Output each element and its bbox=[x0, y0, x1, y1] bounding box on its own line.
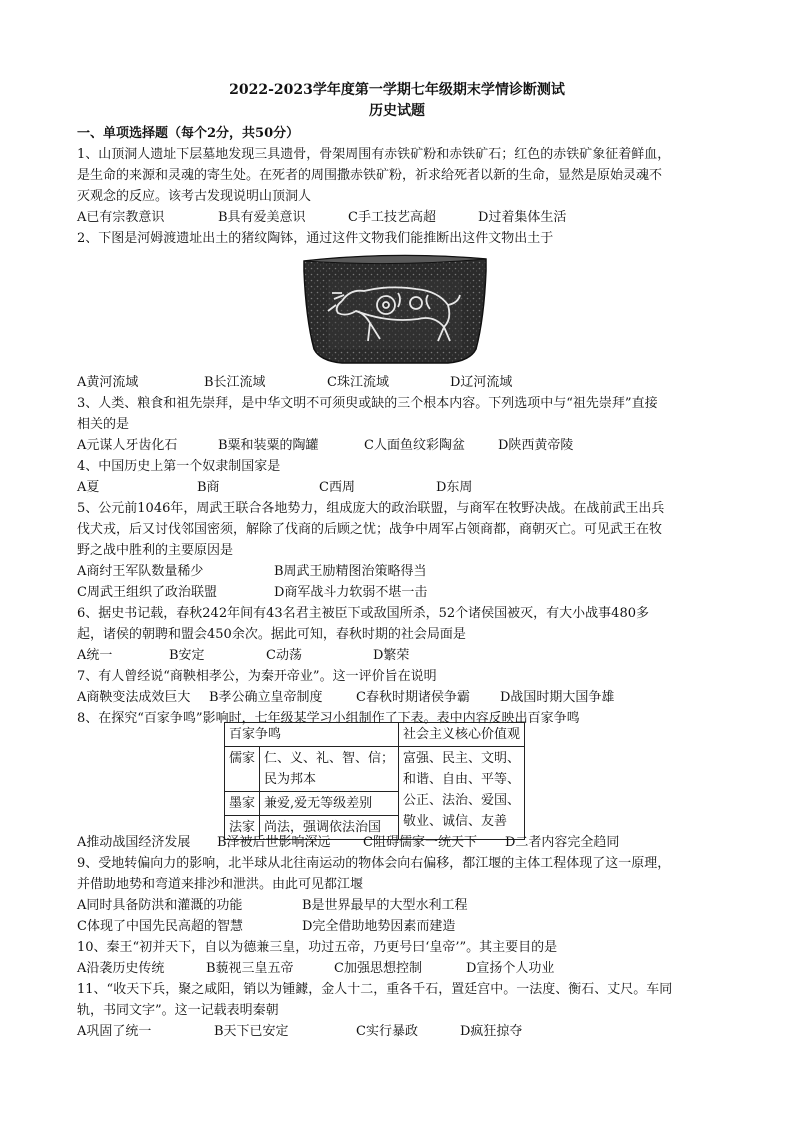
q7-option-b: B孝公确立皇帝制度 bbox=[209, 690, 323, 705]
cell-line: 民为邦本 bbox=[264, 772, 317, 787]
table-cell: 法家 bbox=[225, 816, 260, 840]
question-1-text: 灭观念的反应。该考古发现说明山顶洞人 bbox=[77, 189, 312, 204]
q10-option-d: D宣扬个人功业 bbox=[466, 961, 555, 976]
section-heading: 一、单项选择题（每个2分，共50分） bbox=[77, 126, 300, 141]
q5-option-a: A商纣王军队数量稀少 bbox=[77, 564, 204, 579]
question-11-text: 轨，书同文字”。这一记载表明秦朝 bbox=[77, 1003, 279, 1018]
exam-subtitle: 历史试题 bbox=[369, 103, 425, 119]
question-8-text: 8、在探究“百家争鸣”影响时，七年级某学习小组制作了下表。表中内容反映出百家争鸣 bbox=[77, 711, 580, 726]
exam-title: 2022-2023学年度第一学期七年级期末学情诊断测试 bbox=[229, 82, 565, 98]
question-6-text: 6、据史书记载，春秋242年间有43名君主被臣下或敌国所杀，52个诸侯国被灭，有大小战事480多 bbox=[77, 606, 649, 621]
question-4-text: 4、中国历史上第一个奴隶制国家是 bbox=[77, 459, 281, 474]
question-2-text: 2、下图是河姆渡遗址出土的猪纹陶钵，通过这件文物我们能推断出这件文物出土于 bbox=[77, 231, 554, 246]
q6-option-c: C动荡 bbox=[266, 648, 302, 663]
question-10-text: 10、秦王“初并天下，自以为德兼三皇，功过五帝，乃更号曰‘皇帝’”。其主要目的是 bbox=[77, 940, 558, 955]
cell-line: 仁、义、礼、智、信； bbox=[264, 751, 395, 766]
q2-option-a: A黄河流域 bbox=[77, 375, 139, 390]
cell-line: 富强、民主、文明、 bbox=[403, 751, 521, 766]
q6-option-a: A统一 bbox=[77, 648, 113, 663]
q3-option-d: D陕西黄帝陵 bbox=[498, 438, 574, 453]
table-cell bbox=[399, 747, 525, 840]
q10-option-c: C加强思想控制 bbox=[334, 961, 422, 976]
question-9-text: 并借助地势和弯道来排沙和泄洪。由此可见都江堰 bbox=[77, 877, 364, 892]
table-header: 百家争鸣 bbox=[225, 723, 399, 747]
table-cell: 墨家 bbox=[225, 792, 260, 816]
q1-option-b: B具有爱美意识 bbox=[218, 210, 306, 225]
q3-option-c: C人面鱼纹彩陶盆 bbox=[364, 438, 465, 453]
cell-line: 和谐、自由、平等、 bbox=[403, 772, 521, 787]
hundred-schools-table bbox=[224, 722, 525, 840]
table-cell: 兼爱,爱无等级差别 bbox=[260, 792, 399, 816]
q9-option-d: D完全借助地势因素而建造 bbox=[302, 919, 456, 934]
q1-option-c: C手工技艺高超 bbox=[348, 210, 436, 225]
q3-option-a: A元谋人牙齿化石 bbox=[77, 438, 178, 453]
cell-line: 敬业、诚信、友善 bbox=[403, 814, 508, 829]
question-1-text: 1、山顶洞人遗址下层墓地发现三具遗骨，骨架周围有赤铁矿粉和赤铁矿石；红色的赤铁矿象征着鲜血， bbox=[77, 147, 671, 162]
q4-option-b: B商 bbox=[197, 480, 220, 495]
q2-option-c: C珠江流域 bbox=[327, 375, 389, 390]
table-cell: 尚法，强调依法治国 bbox=[260, 816, 399, 840]
q11-option-b: B天下已安定 bbox=[214, 1024, 289, 1039]
question-9-text: 9、受地转偏向力的影响，北半球从北往南运动的物体会向右偏移，都江堰的主体工程体现了这一原理， bbox=[77, 856, 671, 871]
table-cell bbox=[260, 747, 399, 792]
q1-option-a: A已有宗教意识 bbox=[77, 210, 165, 225]
q10-option-a: A沿袭历史传统 bbox=[77, 961, 165, 976]
q8-option-a: A推动战国经济发展 bbox=[77, 835, 191, 850]
q11-option-d: D疯狂掠夺 bbox=[460, 1024, 523, 1039]
q11-option-a: A巩固了统一 bbox=[77, 1024, 152, 1039]
question-7-text: 7、有人曾经说“商鞅相孝公，为秦开帝业”。这一评价旨在说明 bbox=[77, 669, 437, 684]
question-5-text: 5、公元前1046年，周武王联合各地势力，组成庞大的政治联盟，与商军在牧野决战。在战前武王出兵 bbox=[77, 501, 665, 516]
q5-option-d: D商军战斗力软弱不堪一击 bbox=[274, 585, 428, 600]
q8-option-b: B泽被后世影响深远 bbox=[217, 835, 331, 850]
question-6-text: 起，诸侯的朝聘和盟会450余次。据此可知，春秋时期的社会局面是 bbox=[77, 627, 466, 642]
pig-pattern-pottery-bowl-image bbox=[298, 249, 492, 367]
q4-option-d: D东周 bbox=[436, 480, 473, 495]
q4-option-a: A夏 bbox=[77, 480, 100, 495]
table-header: 社会主义核心价值观 bbox=[399, 723, 525, 747]
q5-option-b: B周武王励精图治策略得当 bbox=[274, 564, 427, 579]
q2-option-d: D辽河流域 bbox=[450, 375, 513, 390]
question-3-text: 3、人类、粮食和祖先崇拜，是中华文明不可须臾或缺的三个根本内容。下列选项中与“祖先崇拜”直接 bbox=[77, 396, 658, 411]
question-5-text: 伐犬戎，后又讨伐邻国密须，解除了伐商的后顾之忧；战争中周军占领商都，商朝灭亡。可见武王在牧 bbox=[77, 522, 663, 537]
question-11-text: 11、“收天下兵，聚之咸阳，销以为锺鐻，金人十二，重各千石，置廷宫中。一法度、衡石、丈尺。车同 bbox=[77, 982, 673, 997]
cell-line: 公正、法治、爱国、 bbox=[403, 793, 521, 808]
q10-option-b: B藐视三皇五帝 bbox=[206, 961, 294, 976]
q11-option-c: C实行暴政 bbox=[356, 1024, 418, 1039]
q9-option-c: C体现了中国先民高超的智慧 bbox=[77, 919, 243, 934]
q9-option-a: A同时具备防洪和灌溉的功能 bbox=[77, 898, 243, 913]
q6-option-d: D繁荣 bbox=[373, 648, 410, 663]
q2-option-b: B长江流域 bbox=[204, 375, 266, 390]
q8-option-d: D二者内容完全趋同 bbox=[505, 835, 620, 850]
q5-option-c: C周武王组织了政治联盟 bbox=[77, 585, 217, 600]
q6-option-b: B安定 bbox=[169, 648, 205, 663]
q7-option-c: C春秋时期诸侯争霸 bbox=[356, 690, 470, 705]
question-3-text: 相关的是 bbox=[77, 417, 130, 432]
question-1-text: 是生命的来源和灵魂的寄生处。在死者的周围撒赤铁矿粉，祈求给死者以新的生命，显然是原始灵魂不 bbox=[77, 168, 663, 183]
table-cell: 儒家 bbox=[225, 747, 260, 792]
q8-option-c: C阻碍儒家一统天下 bbox=[363, 835, 477, 850]
q7-option-a: A商鞅变法成效巨大 bbox=[77, 690, 191, 705]
question-5-text: 野之战中胜利的主要原因是 bbox=[77, 543, 234, 558]
q7-option-d: D战国时期大国争雄 bbox=[500, 690, 615, 705]
q1-option-d: D过着集体生活 bbox=[478, 210, 567, 225]
q3-option-b: B粟和装粟的陶罐 bbox=[218, 438, 319, 453]
q4-option-c: C西周 bbox=[319, 480, 355, 495]
q9-option-b: B是世界最早的大型水利工程 bbox=[302, 898, 468, 913]
